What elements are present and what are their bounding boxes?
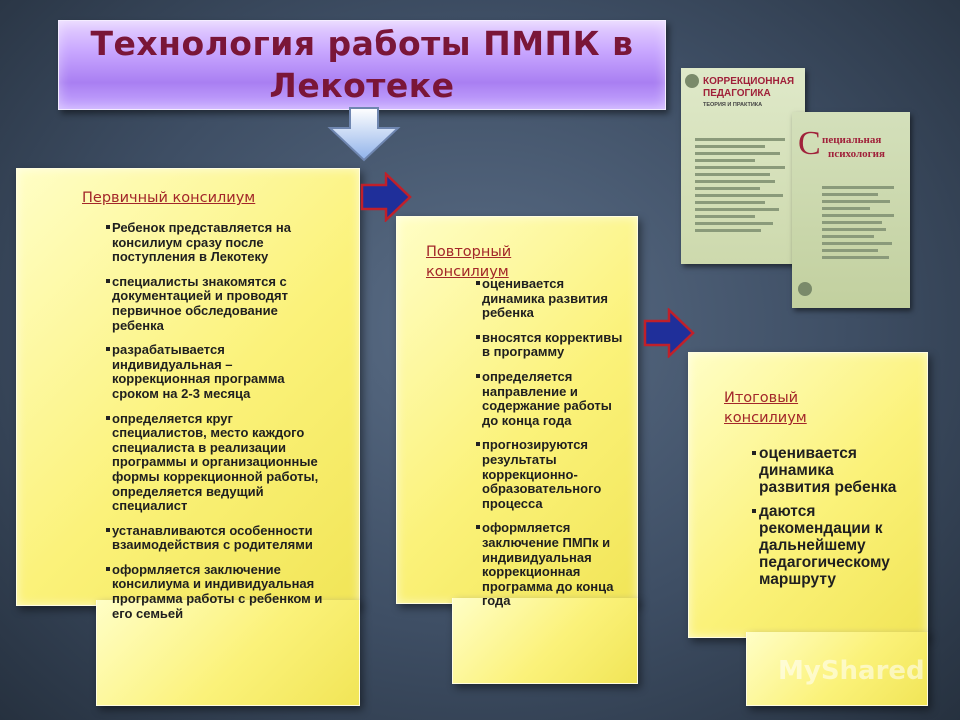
- journal-title-line: пециальная: [822, 134, 882, 146]
- title-banner: [58, 20, 666, 110]
- list-item: оформляется заключение ПМПк и индивидуальная коррекционная программа до конца года: [476, 521, 624, 609]
- journal-cover-correctional-pedagogy: [681, 68, 805, 264]
- list-item: даются рекомендации к дальнейшему педагогическому маршруту: [752, 504, 904, 588]
- repeat-council-heading: Повторный консилиум: [426, 244, 512, 280]
- journal-contents: [695, 138, 795, 236]
- watermark: MyShared: [778, 656, 925, 686]
- journal-title-line: психология: [828, 148, 885, 160]
- journal-title-line: КОРРЕКЦИОННАЯ: [703, 76, 795, 87]
- journal-logo-icon: [685, 74, 699, 88]
- journal-title-line: ПЕДАГОГИКА: [703, 88, 771, 99]
- journal-subtitle: ТЕОРИЯ И ПРАКТИКА: [703, 102, 763, 108]
- list-item: оценивается динамика развития ребенка: [752, 446, 904, 496]
- right-arrow-icon: [360, 172, 412, 222]
- list-item: прогнозируются результаты коррекционно-образовательного процесса: [476, 438, 624, 511]
- list-item: оформляется заключение консилиума и индивидуальная программа работы с ребенком и его семьей: [106, 563, 326, 621]
- journal-cover-special-psychology: [792, 112, 910, 308]
- list-item: Ребенок представляется на консилиум сразу после поступления в Лекотеку: [106, 221, 326, 265]
- down-arrow-icon: [326, 106, 402, 162]
- repeat-council-list: [476, 277, 624, 619]
- primary-council-list: [106, 221, 326, 631]
- list-item: определяется направление и содержание работы до конца года: [476, 370, 624, 428]
- journal-logo-icon: [798, 282, 812, 296]
- list-item: специалисты знакомятся с документацией и проводят первичное обследование ребенка: [106, 275, 326, 333]
- right-arrow-icon: [643, 308, 695, 358]
- list-item: разрабатывается индивидуальная – коррекционная программа сроком на 2-3 месяца: [106, 343, 326, 401]
- journal-contents: [822, 186, 902, 263]
- journal-initial: С: [798, 125, 821, 162]
- final-council-heading: Итоговый консилиум: [724, 390, 807, 426]
- list-item: устанавливаются особенности взаимодействия с родителями: [106, 524, 326, 553]
- list-item: вносятся коррективы в программу: [476, 331, 624, 360]
- slide-title: Технология работы ПМПК в Лекотеке: [90, 24, 634, 105]
- list-item: оценивается динамика развития ребенка: [476, 277, 624, 321]
- primary-council-heading: Первичный консилиум: [82, 190, 256, 206]
- final-council-list: [752, 446, 904, 596]
- list-item: определяется круг специалистов, место каждого специалиста в реализации программы и организационные формы коррекционной работы, определяется ведущий специалист: [106, 412, 326, 514]
